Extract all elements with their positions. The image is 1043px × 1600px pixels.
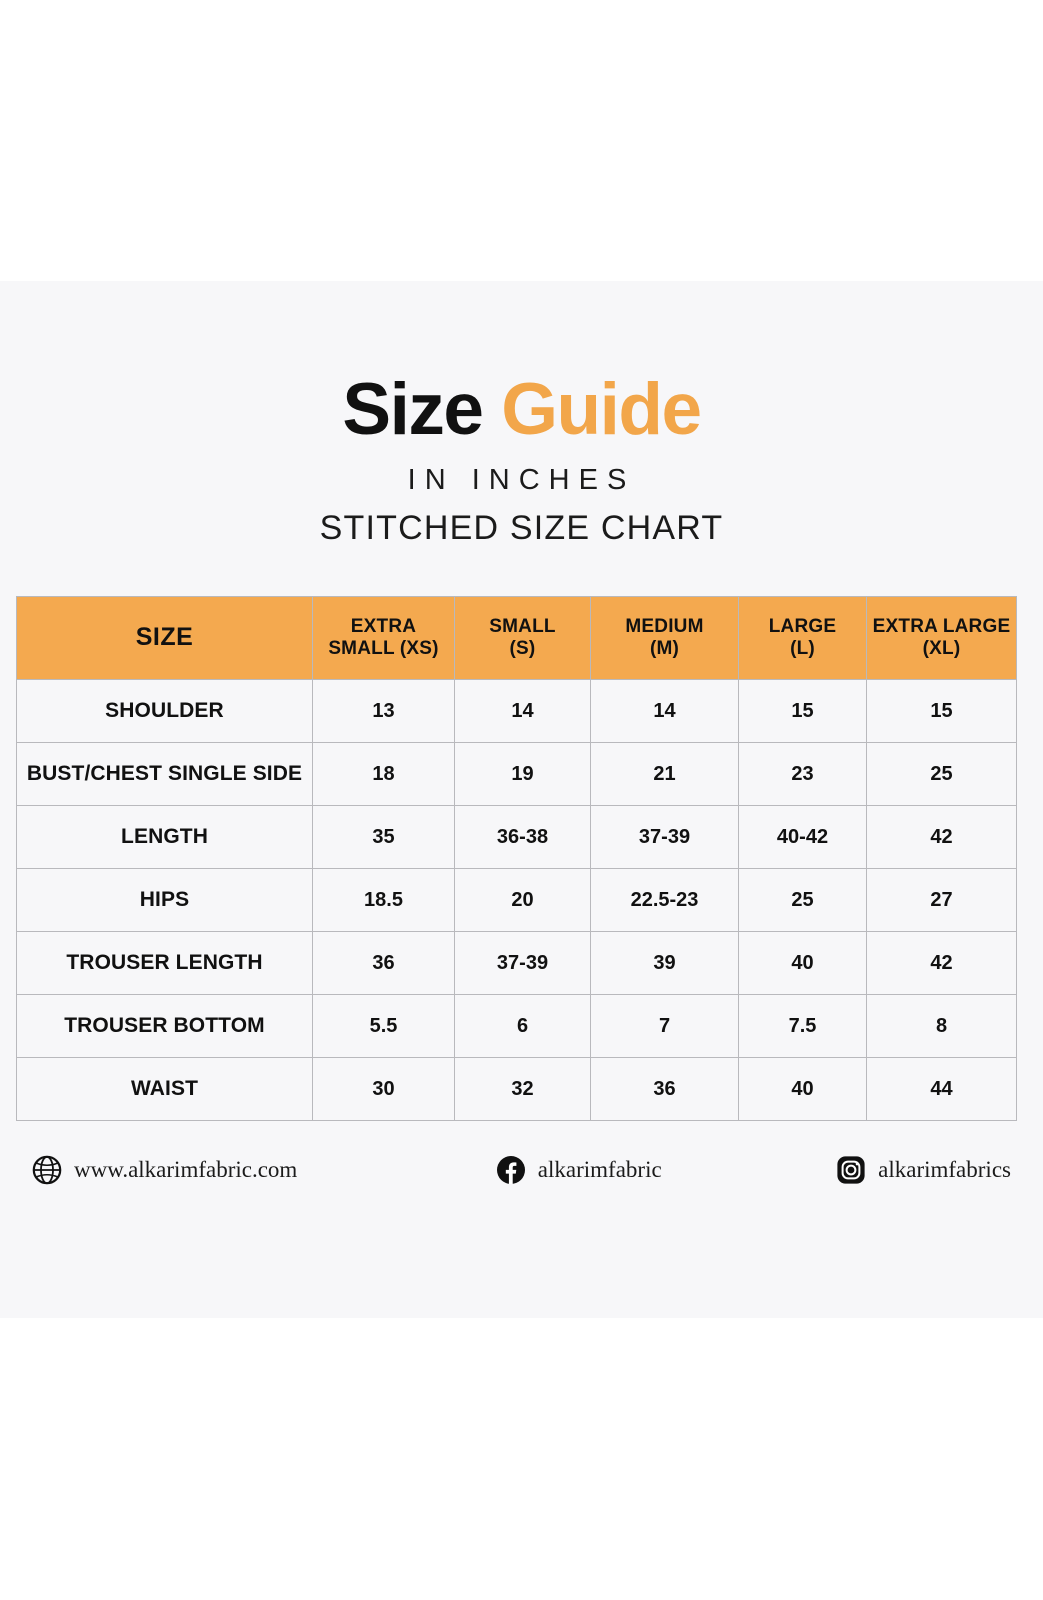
title-word-size: Size	[342, 369, 483, 450]
cell-hips-xs: 18.5	[313, 869, 455, 932]
col-header-s-line2: (S)	[509, 638, 536, 659]
col-header-size-line1: SIZE	[135, 623, 194, 652]
row-label-trouser-length: TROUSER LENGTH	[17, 932, 313, 995]
row-label-hips: HIPS	[17, 869, 313, 932]
footer-website-label: www.alkarimfabric.com	[74, 1157, 298, 1182]
table-row	[17, 869, 1017, 932]
cell-bust-m: 21	[591, 743, 739, 806]
size-guide-card	[0, 281, 1043, 1318]
col-header-s	[455, 597, 591, 680]
cell-trouser-length-xl: 42	[867, 932, 1017, 995]
cell-hips-l: 25	[739, 869, 867, 932]
col-header-l-line2: (L)	[790, 638, 815, 659]
col-header-xl	[867, 597, 1017, 680]
cell-waist-l: 40	[739, 1058, 867, 1121]
cell-shoulder-xl: 15	[867, 680, 1017, 743]
col-header-xs	[313, 597, 455, 680]
cell-bust-xs: 18	[313, 743, 455, 806]
cell-trouser-bottom-xl: 8	[867, 995, 1017, 1058]
subtitle-units: IN INCHES	[407, 464, 636, 496]
col-header-xl-line2: (XL)	[922, 638, 961, 659]
footer-instagram[interactable]	[836, 1155, 1011, 1185]
cell-bust-s: 19	[455, 743, 591, 806]
footer-facebook[interactable]	[496, 1155, 662, 1185]
page-title	[8, 369, 1035, 450]
table-row	[17, 1058, 1017, 1121]
cell-length-l: 40-42	[739, 806, 867, 869]
cell-hips-m: 22.5-23	[591, 869, 739, 932]
title-block	[8, 281, 1035, 548]
footer-instagram-label: alkarimfabrics	[878, 1157, 1011, 1182]
col-header-s-line1: SMALL	[489, 615, 556, 637]
cell-trouser-bottom-m: 7	[591, 995, 739, 1058]
col-header-xs-line1: EXTRA	[350, 615, 417, 637]
cell-bust-xl: 25	[867, 743, 1017, 806]
cell-shoulder-s: 14	[455, 680, 591, 743]
cell-trouser-length-m: 39	[591, 932, 739, 995]
table-row	[17, 995, 1017, 1058]
cell-hips-s: 20	[455, 869, 591, 932]
cell-length-s: 36-38	[455, 806, 591, 869]
table-body	[17, 680, 1017, 1121]
size-chart-table	[16, 596, 1017, 1121]
cell-trouser-bottom-s: 6	[455, 995, 591, 1058]
cell-length-xl: 42	[867, 806, 1017, 869]
cell-shoulder-m: 14	[591, 680, 739, 743]
col-header-m-line2: (M)	[649, 638, 680, 659]
title-word-guide: Guide	[501, 369, 701, 450]
table-header-row	[17, 597, 1017, 680]
instagram-icon	[836, 1155, 866, 1185]
card-inner	[8, 281, 1035, 1185]
row-label-shoulder: SHOULDER	[17, 680, 313, 743]
table-row	[17, 743, 1017, 806]
cell-waist-m: 36	[591, 1058, 739, 1121]
cell-trouser-length-xs: 36	[313, 932, 455, 995]
footer-facebook-label: alkarimfabric	[537, 1157, 662, 1182]
cell-hips-xl: 27	[867, 869, 1017, 932]
cell-waist-s: 32	[455, 1058, 591, 1121]
cell-trouser-bottom-xs: 5.5	[313, 995, 455, 1058]
row-label-waist: WAIST	[17, 1058, 313, 1121]
cell-waist-xl: 44	[867, 1058, 1017, 1121]
cell-waist-xs: 30	[313, 1058, 455, 1121]
facebook-icon	[496, 1155, 526, 1185]
cell-shoulder-xs: 13	[313, 680, 455, 743]
col-header-size	[17, 597, 313, 680]
col-header-m-line1: MEDIUM	[625, 615, 704, 637]
table-row	[17, 806, 1017, 869]
table-header	[17, 597, 1017, 680]
row-label-trouser-bottom: TROUSER BOTTOM	[17, 995, 313, 1058]
subtitle-chart-type: STITCHED SIZE CHART	[319, 509, 724, 547]
cell-shoulder-l: 15	[739, 680, 867, 743]
globe-icon	[32, 1155, 62, 1185]
cell-length-xs: 35	[313, 806, 455, 869]
footer	[8, 1155, 1035, 1185]
footer-website[interactable]	[32, 1155, 297, 1185]
table-row	[17, 932, 1017, 995]
table-row	[17, 680, 1017, 743]
cell-bust-l: 23	[739, 743, 867, 806]
col-header-l-line1: LARGE	[768, 615, 837, 637]
cell-trouser-length-s: 37-39	[455, 932, 591, 995]
row-label-bust-chest: BUST/CHEST SINGLE SIDE	[17, 743, 313, 806]
col-header-m	[591, 597, 739, 680]
col-header-xs-line2: SMALL (XS)	[328, 638, 439, 659]
col-header-xl-line1: EXTRA LARGE	[872, 615, 1011, 637]
cell-trouser-bottom-l: 7.5	[739, 995, 867, 1058]
col-header-l	[739, 597, 867, 680]
size-table-wrapper	[8, 596, 1035, 1121]
cell-trouser-length-l: 40	[739, 932, 867, 995]
row-label-length: LENGTH	[17, 806, 313, 869]
cell-length-m: 37-39	[591, 806, 739, 869]
